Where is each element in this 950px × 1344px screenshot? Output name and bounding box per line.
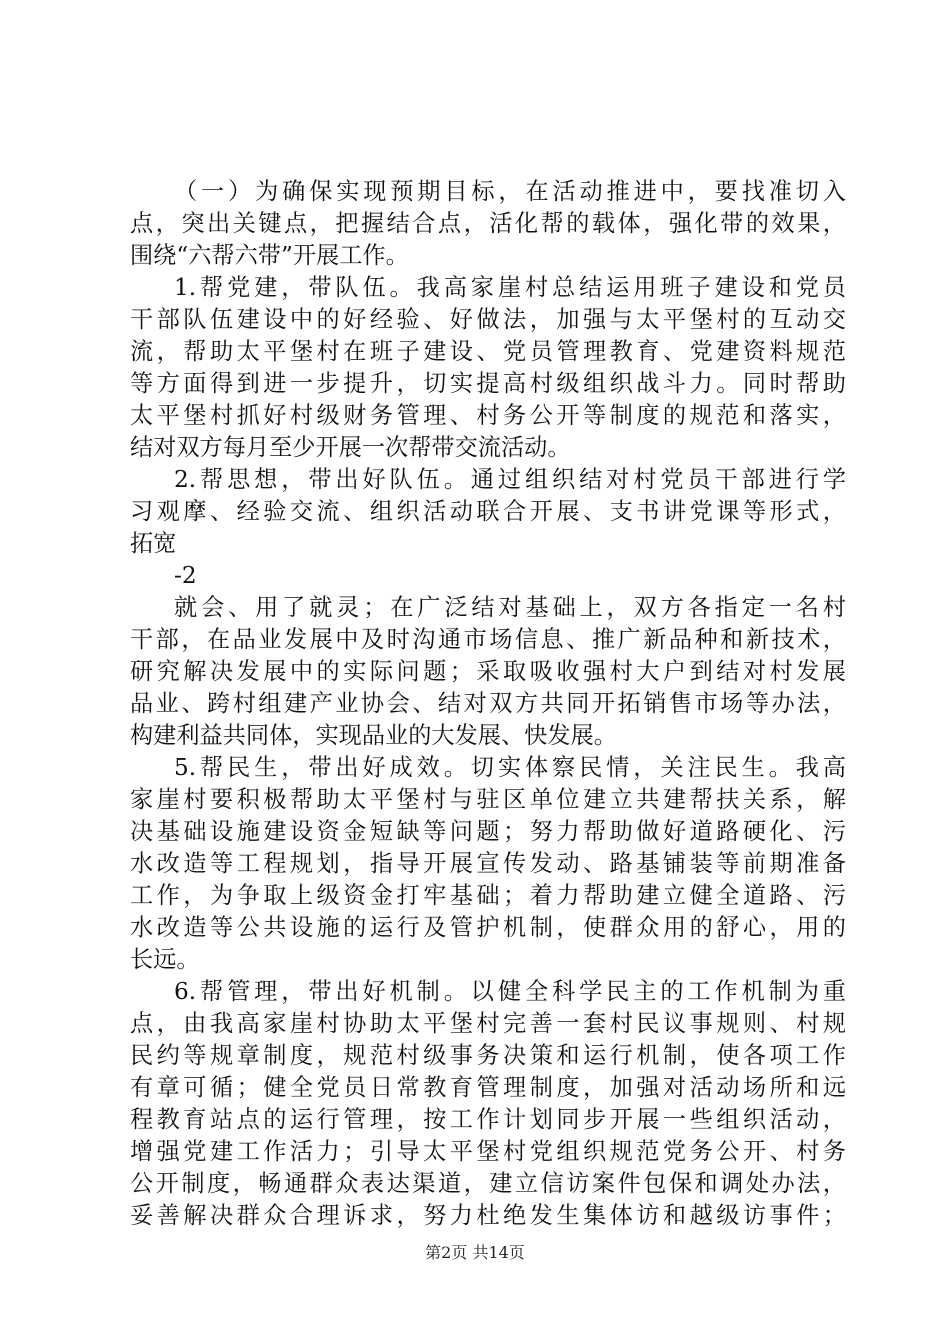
text-line: 妥善解决群众合理诉求，努力杜绝发生集体访和越级访事件；	[130, 1202, 846, 1229]
text-line: 5.帮民生，带出好成效。切实体察民情，关注民生。我高	[174, 754, 846, 781]
text-line: 结对双方每月至少开展一次帮带交流活动。	[130, 434, 571, 461]
text-line: 有章可循；健全党员日常教育管理制度，加强对活动场所和远	[130, 1074, 846, 1101]
text-line: 长远。	[130, 946, 200, 973]
text-line: 6.帮管理，带出好机制。以健全科学民主的工作机制为重	[174, 978, 846, 1005]
text-line: 点，突出关键点，把握结合点，活化帮的载体，强化带的效果，	[130, 210, 846, 237]
text-line: 太平堡村抓好村级财务管理、村务公开等制度的规范和落实，	[130, 402, 846, 429]
text-line: 研究解决发展中的实际问题；采取吸收强村大户到结对村发展	[130, 658, 846, 685]
text-line: 2.帮思想，带出好队伍。通过组织结对村党员干部进行学	[174, 466, 846, 493]
text-line: 水改造等公共设施的运行及管护机制，使群众用的舒心，用的	[130, 914, 846, 941]
text-line: 公开制度，畅通群众表达渠道，建立信访案件包保和调处办法，	[130, 1170, 846, 1197]
text-line: 1.帮党建，带队伍。我高家崖村总结运用班子建设和党员	[174, 274, 846, 301]
text-line: 流，帮助太平堡村在班子建设、党员管理教育、党建资料规范	[130, 338, 846, 365]
text-line: 等方面得到进一步提升，切实提高村级组织战斗力。同时帮助	[130, 370, 846, 397]
text-line: 构建利益共同体，实现品业的大发展、快发展。	[130, 722, 617, 749]
text-line: 就会、用了就灵；在广泛结对基础上，双方各指定一名村	[174, 594, 846, 621]
text-line: 工作，为争取上级资金打牢基础；着力帮助建立健全道路、污	[130, 882, 846, 909]
text-line: 品业、跨村组建产业协会、结对双方共同开拓销售市场等办法，	[130, 690, 846, 717]
document-body	[130, 176, 846, 1232]
text-line: 家崖村要积极帮助太平堡村与驻区单位建立共建帮扶关系，解	[130, 786, 846, 813]
text-line: 民约等规章制度，规范村级事务决策和运行机制，使各项工作	[130, 1042, 846, 1069]
text-line: 干部队伍建设中的好经验、好做法，加强与太平堡村的互动交	[130, 306, 846, 333]
text-line: 围绕“六帮六带”开展工作。	[130, 242, 409, 269]
text-line: 拓宽	[130, 530, 177, 557]
page-footer: 第2页 共14页	[425, 1243, 525, 1262]
text-line: 干部，在品业发展中及时沟通市场信息、推广新品种和新技术，	[130, 626, 846, 653]
text-line: 习观摩、经验交流、组织活动联合开展、支书讲党课等形式，	[130, 498, 846, 525]
text-line: 增强党建工作活力；引导太平堡村党组织规范党务公开、村务	[130, 1138, 846, 1165]
text-line: 决基础设施建设资金短缺等问题；努力帮助做好道路硬化、污	[130, 818, 846, 845]
text-line: 程教育站点的运行管理，按工作计划同步开展一些组织活动，	[130, 1106, 846, 1133]
text-line: -2	[174, 562, 197, 589]
text-line: 点，由我高家崖村协助太平堡村完善一套村民议事规则、村规	[130, 1010, 846, 1037]
text-line: 水改造等工程规划，指导开展宣传发动、路基铺装等前期准备	[130, 850, 846, 877]
text-line: （一）为确保实现预期目标，在活动推进中，要找准切入	[174, 178, 846, 205]
